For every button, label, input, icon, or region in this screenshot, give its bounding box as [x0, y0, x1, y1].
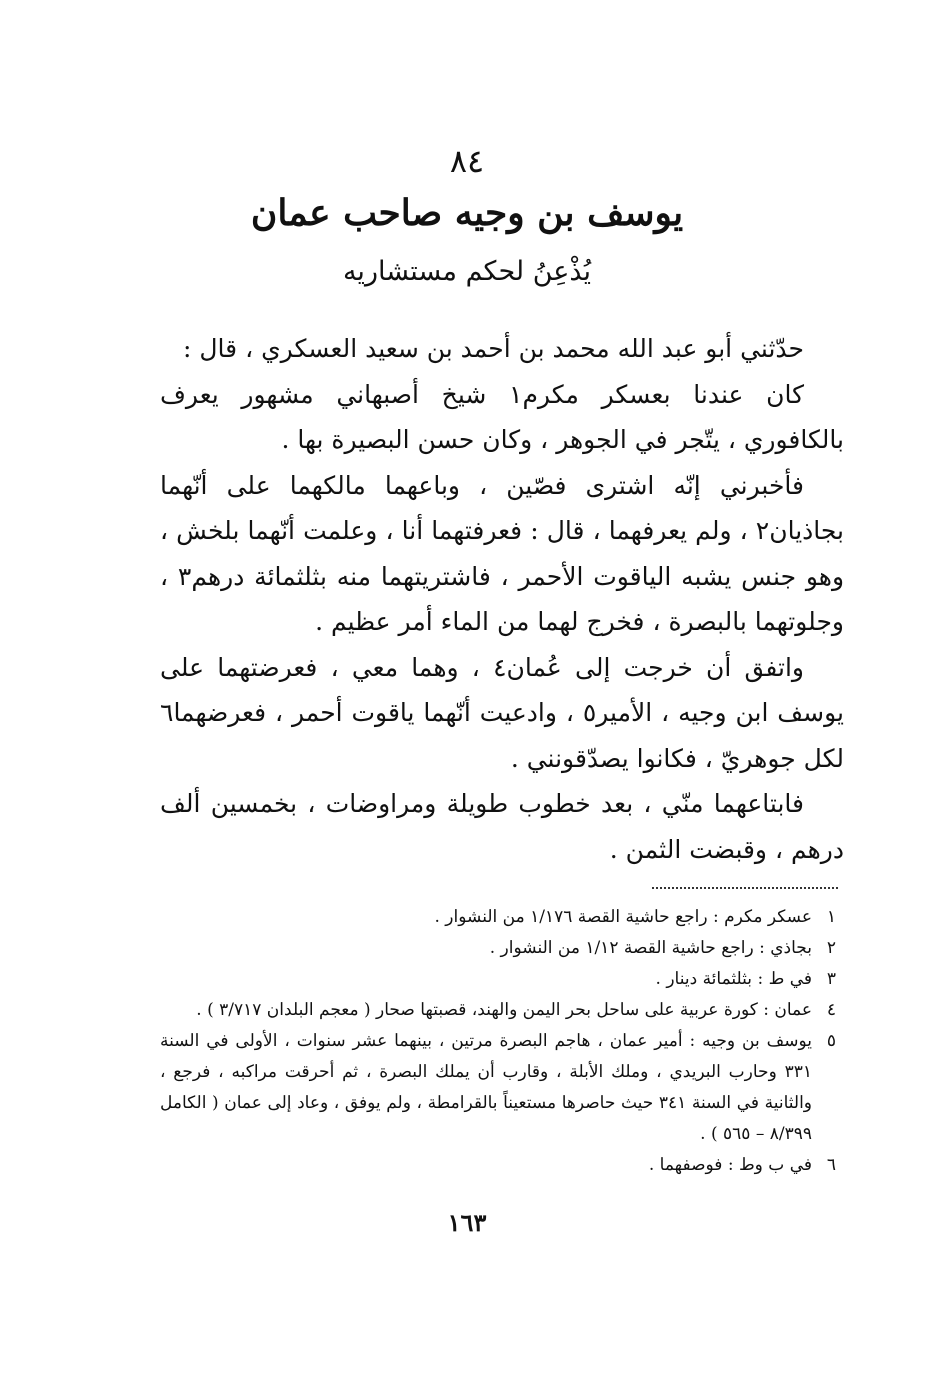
footnote: [160, 933, 836, 964]
paragraph-3: فأخبرني إنّه اشترى فصّين ، وباعهما مالكهما على أنّهما بجاذيان٢ ، ولم يعرفهما ، قال : فعرفتهما أنا ، وعلمت أنّهما بلخش ، وهو جنس يشبه الياقوت الأحمر ، فاشتريتهما منه بثلثمائة درهم٣ ، وجلوتهما بالبصرة ، فخرج لهما من الماء أمر عظيم .: [160, 470, 845, 636]
page-number: ١٦٣: [447, 1208, 487, 1237]
footnote: [160, 995, 836, 1026]
footnote-number: ٥: [826, 1031, 836, 1051]
paragraph-2: كان عندنا بعسكر مكرم١ شيخ أصبهاني مشهور يعرف بالكافوري ، يتّجر في الجوهر ، وكان حسن البصيرة بها .: [160, 379, 844, 454]
story-title: يوسف بن وجيه صاحب عمان: [250, 192, 684, 234]
footnote: [160, 1150, 836, 1181]
footnote-text: عسكر مكرم : راجع حاشية القصة ١/١٧٦ من النشوار .: [434, 907, 812, 927]
footnote-divider: [652, 887, 838, 889]
footnote-number: ٣: [826, 969, 836, 989]
story-subtitle: يُذْعِنُ لحكم مستشاريه: [342, 256, 592, 287]
footnote-text: عمان : كورة عربية على ساحل بحر اليمن والهند، قصبتها صحار ( معجم البلدان ٣/٧١٧ ) .: [196, 1000, 812, 1020]
footnote: [160, 902, 836, 933]
footnote-text: بجاذي : راجع حاشية القصة ١/١٢ من النشوار .: [489, 938, 812, 958]
footnote: [160, 964, 836, 995]
footnotes: [160, 902, 836, 1181]
paragraph-5: فابتاعهما منّي ، بعد خطوب طويلة ومراوضات ، بخمسين ألف درهم ، وقبضت الثمن .: [160, 789, 844, 864]
footnote-number: ٢: [826, 938, 836, 958]
paragraph-4: واتفق أن خرجت إلى عُمان٤ ، وهما معي ، فعرضتهما على يوسف ابن وجيه ، الأمير٥ ، وادعيت أنّهما ياقوت أحمر ، فعرضهما٦ لكل جوهريّ ، فكانوا يصدّقونني .: [160, 652, 844, 773]
footnote-text: يوسف بن وجيه : أمير عمان ، هاجم البصرة مرتين ، بينهما عشر سنوات ، الأولى في السنة ٣٣١ وحارب البريدي ، وملك الأبلة ، وقارب أن يملك البصرة ، ثم أحرقت مراكبه ، فرجع ، والثانية في السنة ٣٤١ حيث حاصرها مستعيناً بالقرامطة ، ولم يوفق ، وعاد إلى عمان ( الكامل ٨/٣٩٩ – ٥٦٥ ) .: [160, 1031, 812, 1144]
footnote-text: في ب وط : فوصفهما .: [648, 1155, 812, 1175]
footnote: [160, 1026, 836, 1150]
story-body: [160, 326, 844, 872]
footnote-number: ٦: [826, 1155, 836, 1175]
paragraph-1: حدّثني أبو عبد الله محمد بن أحمد بن سعيد العسكري ، قال :: [183, 334, 804, 363]
footnote-text: في ط : بثلثمائة دينار .: [655, 969, 812, 989]
footnote-number: ١: [826, 907, 836, 927]
story-number: ٨٤: [449, 142, 485, 180]
footnote-number: ٤: [826, 1000, 836, 1020]
